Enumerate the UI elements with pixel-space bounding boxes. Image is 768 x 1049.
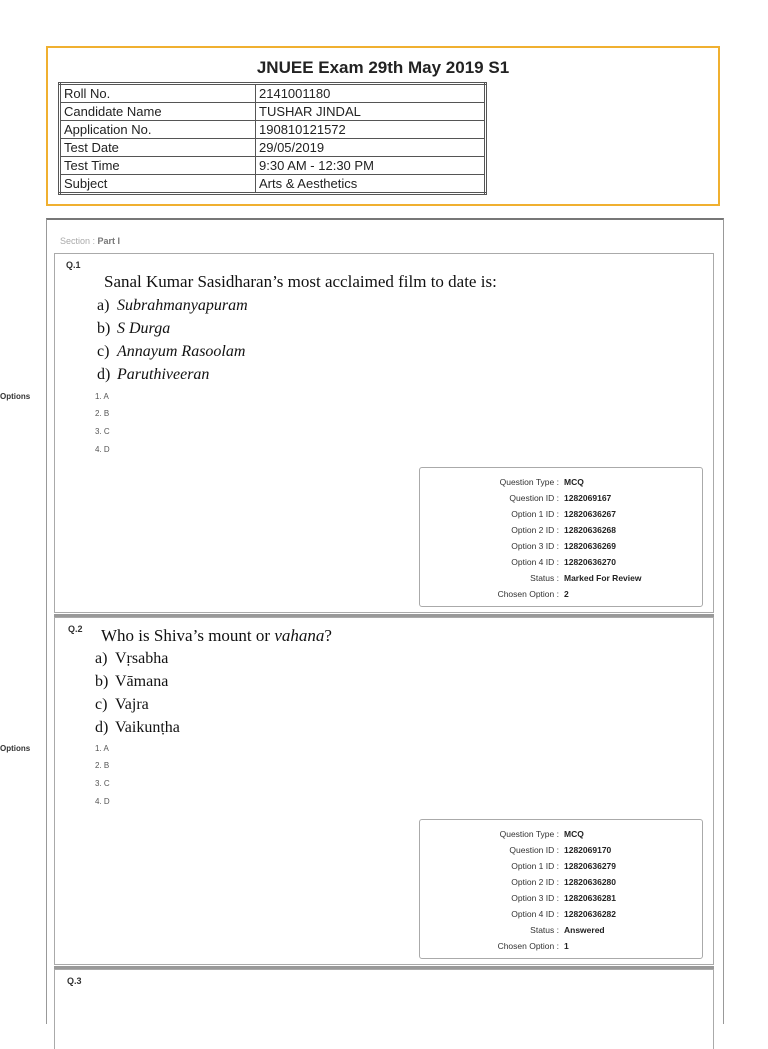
choice-letter: c) (95, 696, 108, 713)
meta-row (420, 938, 702, 954)
option-number: 3. C (95, 427, 110, 436)
section-prefix: Section : (60, 236, 98, 246)
meta-key: Status : (530, 925, 559, 935)
info-key: Subject (60, 175, 256, 194)
info-key: Application No. (60, 121, 256, 139)
meta-key: Question Type : (499, 829, 559, 839)
info-row (60, 139, 486, 157)
meta-row (420, 906, 702, 922)
info-key: Roll No. (60, 84, 256, 103)
meta-key: Chosen Option : (497, 589, 559, 599)
options-label: Options (0, 392, 31, 401)
options-label: Options (0, 744, 31, 753)
info-value: Arts & Aesthetics (256, 175, 486, 194)
meta-key: Chosen Option : (497, 941, 559, 951)
choice-letter: d) (97, 366, 111, 383)
meta-row (420, 858, 702, 874)
choice-letter: a) (95, 650, 108, 667)
info-row (60, 121, 486, 139)
meta-value: 1282069167 (564, 493, 612, 503)
question-panel-3 (54, 969, 714, 1049)
question-text-main: Sanal Kumar Sasidharan’s most acclaimed film to date is: (104, 272, 497, 291)
choice-text: S Durga (117, 320, 171, 337)
info-key: Candidate Name (60, 103, 256, 121)
question-meta-box (419, 819, 703, 959)
choice-text: Paruthiveeran (117, 366, 210, 383)
choice-letter: c) (97, 343, 110, 360)
meta-value: 12820636270 (564, 557, 617, 567)
exam-title: JNUEE Exam 29th May 2019 S1 (256, 58, 510, 77)
meta-value: 12820636281 (564, 893, 617, 903)
option-number: 4. D (95, 797, 110, 806)
question-number: Q.2 (68, 624, 83, 634)
question-text (104, 272, 497, 292)
meta-key: Question ID : (509, 493, 559, 503)
question-meta-box (419, 467, 703, 607)
section-name: Part I (97, 236, 121, 246)
meta-key: Option 1 ID : (511, 509, 559, 519)
meta-key: Status : (530, 573, 559, 583)
question-text-end: ? (324, 626, 332, 645)
choice-letter: a) (97, 297, 110, 314)
meta-value: 12820636279 (564, 861, 617, 871)
question-text-italic: vahana (274, 626, 325, 645)
meta-row (420, 586, 702, 602)
meta-row (420, 570, 702, 586)
meta-row (420, 554, 702, 570)
choice-text: Vṛsabha (115, 650, 169, 667)
choice-letter: b) (97, 320, 111, 337)
choice-b (95, 673, 168, 691)
choice-text: Subrahmanyapuram (117, 297, 248, 314)
info-value: 29/05/2019 (256, 139, 486, 157)
meta-key: Option 2 ID : (511, 877, 559, 887)
meta-key: Option 2 ID : (511, 525, 559, 535)
option-number: 2. B (95, 409, 110, 418)
meta-key: Option 3 ID : (511, 893, 559, 903)
meta-value: 1 (564, 941, 569, 951)
meta-key: Option 1 ID : (511, 861, 559, 871)
meta-row (420, 538, 702, 554)
meta-key: Option 3 ID : (511, 541, 559, 551)
choice-d (95, 719, 180, 737)
candidate-header (46, 46, 720, 206)
meta-value: 12820636267 (564, 509, 617, 519)
choice-text: Vāmana (115, 673, 169, 690)
option-number: 1. A (95, 392, 109, 401)
meta-key: Option 4 ID : (511, 909, 559, 919)
choice-d (97, 366, 209, 384)
meta-value: Answered (564, 925, 605, 935)
option-number: 2. B (95, 761, 110, 770)
meta-row (420, 490, 702, 506)
question-text-main: Who is Shiva’s mount or (101, 626, 275, 645)
section-label (60, 236, 120, 246)
meta-value: 12820636269 (564, 541, 617, 551)
choice-c (95, 696, 149, 714)
info-row (60, 157, 486, 175)
meta-value: 1282069170 (564, 845, 612, 855)
candidate-info-table (58, 82, 487, 195)
info-value: 2141001180 (256, 84, 486, 103)
meta-value: MCQ (564, 477, 584, 487)
meta-value: MCQ (564, 829, 584, 839)
choice-letter: b) (95, 673, 109, 690)
meta-value: 12820636280 (564, 877, 617, 887)
meta-row (420, 842, 702, 858)
meta-row (420, 826, 702, 842)
question-number: Q.3 (67, 976, 82, 986)
question-number: Q.1 (66, 260, 81, 270)
choice-text: Vajra (115, 696, 149, 713)
choice-a (97, 297, 248, 315)
info-value: TUSHAR JINDAL (256, 103, 486, 121)
choice-c (97, 343, 245, 361)
choice-b (97, 320, 170, 338)
meta-value: 12820636282 (564, 909, 617, 919)
meta-row (420, 874, 702, 890)
option-number: 3. C (95, 779, 110, 788)
meta-row (420, 474, 702, 490)
meta-row (420, 922, 702, 938)
meta-value: Marked For Review (564, 573, 642, 583)
choice-a (95, 650, 168, 668)
meta-key: Option 4 ID : (511, 557, 559, 567)
option-number: 4. D (95, 445, 110, 454)
info-row (60, 103, 486, 121)
choice-letter: d) (95, 719, 109, 736)
choice-text: Vaikunṭha (115, 719, 180, 736)
info-value: 190810121572 (256, 121, 486, 139)
choice-text: Annayum Rasoolam (117, 343, 246, 360)
info-key: Test Date (60, 139, 256, 157)
info-row (60, 175, 486, 194)
info-value: 9:30 AM - 12:30 PM (256, 157, 486, 175)
meta-row (420, 522, 702, 538)
question-text (101, 626, 332, 646)
meta-key: Question Type : (499, 477, 559, 487)
meta-value: 12820636268 (564, 525, 617, 535)
meta-row (420, 890, 702, 906)
meta-value: 2 (564, 589, 569, 599)
info-key: Test Time (60, 157, 256, 175)
meta-key: Question ID : (509, 845, 559, 855)
option-number: 1. A (95, 744, 109, 753)
meta-row (420, 506, 702, 522)
info-row (60, 84, 486, 103)
